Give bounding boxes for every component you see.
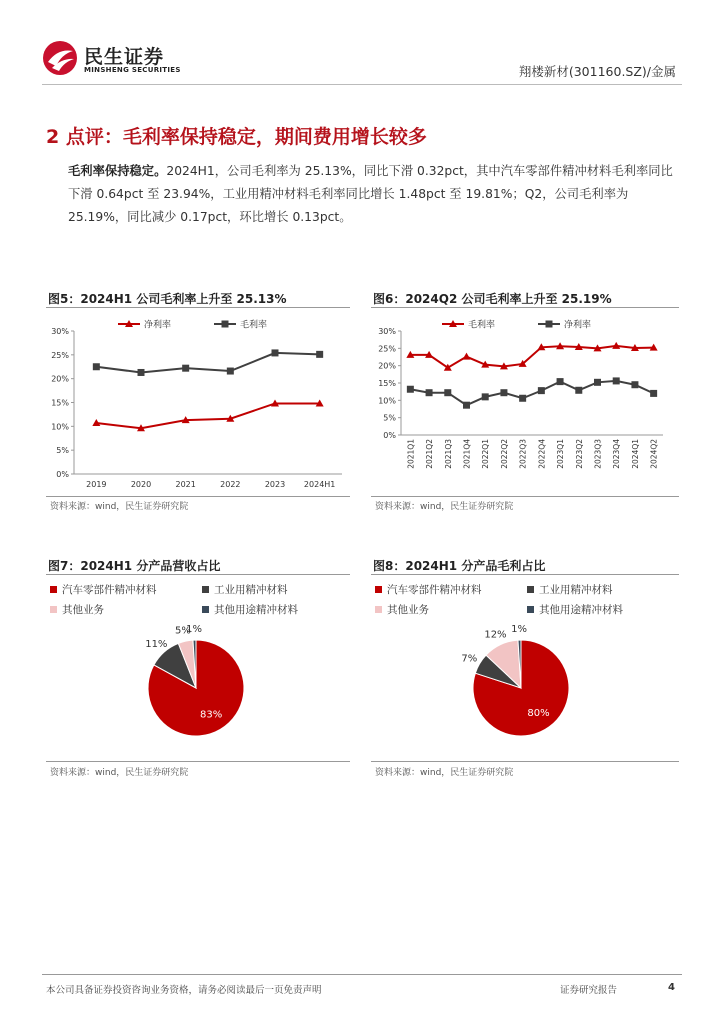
series-line xyxy=(410,346,653,368)
legend-label: 其他业务 xyxy=(387,604,429,616)
legend-swatch xyxy=(50,586,57,593)
data-point xyxy=(575,387,582,394)
x-tick-label: 2024H1 xyxy=(303,480,336,489)
pie-value-label: 7% xyxy=(461,653,478,665)
fig7-source: 资料来源：wind，民生证券研究院 xyxy=(50,768,189,778)
fig8-bottom-divider xyxy=(371,761,679,762)
page-number: 4 xyxy=(668,982,675,993)
legend-label: 净利率 xyxy=(564,320,592,331)
x-tick-label: 2022Q2 xyxy=(499,439,509,469)
fig6-source: 资料来源：wind，民生证券研究院 xyxy=(375,502,514,512)
data-point xyxy=(316,351,323,358)
paragraph-body: 2024H1，公司毛利率为 25.13%，同比下滑 0.32pct，其中汽车零部件精冲材料毛利率同比下滑 0.64pct 至 23.94%，工业用精冲材料毛利率同比增长 1.48pct 至 19.81%；Q2，公司毛利率为 25.19%，同比减少 0.17pct，环比增长 0.13pct。 xyxy=(68,164,673,224)
legend-label: 毛利率 xyxy=(240,320,268,331)
data-point xyxy=(519,395,526,402)
pie-value-label: 1% xyxy=(511,624,528,636)
legend-marker xyxy=(222,321,229,328)
pie-value-label: 12% xyxy=(484,629,507,641)
x-tick-label: 2021Q1 xyxy=(406,439,416,469)
data-point xyxy=(463,353,471,360)
y-tick-label: 30% xyxy=(51,327,69,336)
y-tick-label: 0% xyxy=(383,431,396,440)
data-point xyxy=(631,381,638,388)
data-point xyxy=(138,369,145,376)
x-tick-label: 2021Q2 xyxy=(425,439,435,469)
series-line xyxy=(96,403,319,428)
x-tick-label: 2022Q3 xyxy=(518,439,528,469)
x-tick-label: 2023 xyxy=(264,480,286,489)
x-tick-label: 2019 xyxy=(86,480,107,489)
legend-label: 其他用途精冲材料 xyxy=(214,604,298,616)
footer-divider xyxy=(42,974,682,975)
footer-disclaimer: 本公司具备证券投资咨询业务资格，请务必阅读最后一页免责声明 xyxy=(46,985,322,996)
x-tick-label: 2021Q4 xyxy=(462,439,472,469)
legend-label: 其他业务 xyxy=(62,604,104,616)
y-tick-label: 10% xyxy=(378,396,396,406)
x-tick-label: 2020 xyxy=(130,480,152,489)
fig6-bottom-divider xyxy=(371,496,679,497)
fig8-divider xyxy=(371,574,679,575)
data-point xyxy=(93,363,100,370)
legend-marker xyxy=(546,321,553,328)
y-tick-label: 15% xyxy=(51,398,69,408)
pie-value-label: 5% xyxy=(174,625,191,637)
data-point xyxy=(538,387,545,394)
legend-label: 净利率 xyxy=(144,320,172,331)
x-tick-label: 2024Q1 xyxy=(630,439,640,469)
data-point xyxy=(227,368,234,375)
y-tick-label: 15% xyxy=(378,379,396,388)
y-tick-label: 25% xyxy=(51,350,69,360)
data-point xyxy=(272,349,279,356)
fig5-line-chart xyxy=(46,312,350,498)
fig5-source: 资料来源：wind，民生证券研究院 xyxy=(50,502,189,512)
fig7-divider xyxy=(46,574,350,575)
x-tick-label: 2023Q3 xyxy=(593,439,603,469)
data-point xyxy=(426,389,433,396)
x-tick-label: 2022 xyxy=(220,480,241,489)
data-point xyxy=(650,390,657,397)
section-title: 2 点评：毛利率保持稳定，期间费用增长较多 xyxy=(46,126,427,148)
legend-swatch xyxy=(202,606,209,613)
legend-label: 工业用精冲材料 xyxy=(539,584,613,596)
data-point xyxy=(463,402,470,409)
legend-label: 工业用精冲材料 xyxy=(214,584,288,596)
x-tick-label: 2022Q1 xyxy=(481,439,491,469)
data-point xyxy=(500,389,507,396)
y-tick-label: 10% xyxy=(51,422,69,432)
x-tick-label: 2021 xyxy=(175,480,196,489)
data-point xyxy=(594,379,601,386)
x-tick-label: 2023Q1 xyxy=(556,439,566,469)
fig5-bottom-divider xyxy=(46,496,350,497)
section-paragraph xyxy=(68,160,680,229)
legend-swatch xyxy=(375,606,382,613)
y-tick-label: 5% xyxy=(56,446,69,456)
legend-label: 其他用途精冲材料 xyxy=(539,604,623,616)
data-point xyxy=(613,377,620,384)
pie-value-label: 83% xyxy=(200,709,223,721)
fig5-title: 图5：2024H1 公司毛利率上升至 25.13% xyxy=(48,292,287,306)
x-tick-label: 2022Q4 xyxy=(537,439,547,469)
brand-name-en: MINSHENG SECURITIES xyxy=(84,66,181,74)
y-tick-label: 0% xyxy=(56,470,69,479)
fig7-bottom-divider xyxy=(46,761,350,762)
pie-value-label: 80% xyxy=(527,708,550,720)
y-tick-label: 20% xyxy=(378,361,396,371)
y-tick-label: 25% xyxy=(378,344,396,354)
legend-swatch xyxy=(50,606,57,613)
x-tick-label: 2023Q2 xyxy=(574,439,584,469)
legend-swatch xyxy=(527,606,534,613)
legend-label: 汽车零部件精冲材料 xyxy=(62,584,157,596)
data-point xyxy=(407,386,414,393)
fig8-source: 资料来源：wind，民生证券研究院 xyxy=(375,768,514,778)
x-tick-label: 2023Q4 xyxy=(612,439,622,469)
series-line xyxy=(96,353,319,373)
x-tick-label: 2024Q2 xyxy=(649,439,659,469)
fig6-title: 图6：2024Q2 公司毛利率上升至 25.19% xyxy=(373,292,612,306)
fig8-pie-chart xyxy=(371,578,679,760)
brand-name-cn: 民生证券 xyxy=(84,46,165,68)
stock-label: 翔楼新材(301160.SZ)/金属 xyxy=(518,64,676,79)
footer-doc-type: 证券研究报告 xyxy=(560,985,618,996)
legend-label: 毛利率 xyxy=(468,320,496,331)
data-point xyxy=(482,393,489,400)
legend-swatch xyxy=(527,586,534,593)
x-tick-label: 2021Q3 xyxy=(443,439,453,469)
data-point xyxy=(182,365,189,372)
pie-value-label: 11% xyxy=(145,638,168,650)
fig5-divider xyxy=(46,307,350,308)
fig7-pie-chart xyxy=(46,578,350,760)
header-divider xyxy=(42,84,682,85)
y-tick-label: 5% xyxy=(383,413,396,423)
data-point xyxy=(444,389,451,396)
fig6-divider xyxy=(371,307,679,308)
legend-swatch xyxy=(375,586,382,593)
y-tick-label: 30% xyxy=(378,327,396,336)
fig7-title: 图7：2024H1 分产品营收占比 xyxy=(48,559,221,573)
data-point xyxy=(557,378,564,385)
legend-label: 汽车零部件精冲材料 xyxy=(387,584,482,596)
fig6-line-chart xyxy=(371,312,679,498)
minsheng-logo-icon xyxy=(42,40,78,76)
fig8-title: 图8：2024H1 分产品毛利占比 xyxy=(373,559,546,573)
pie-value-label: 1% xyxy=(186,624,203,636)
y-tick-label: 20% xyxy=(51,374,69,384)
legend-swatch xyxy=(202,586,209,593)
paragraph-lead: 毛利率保持稳定。 xyxy=(68,164,167,178)
